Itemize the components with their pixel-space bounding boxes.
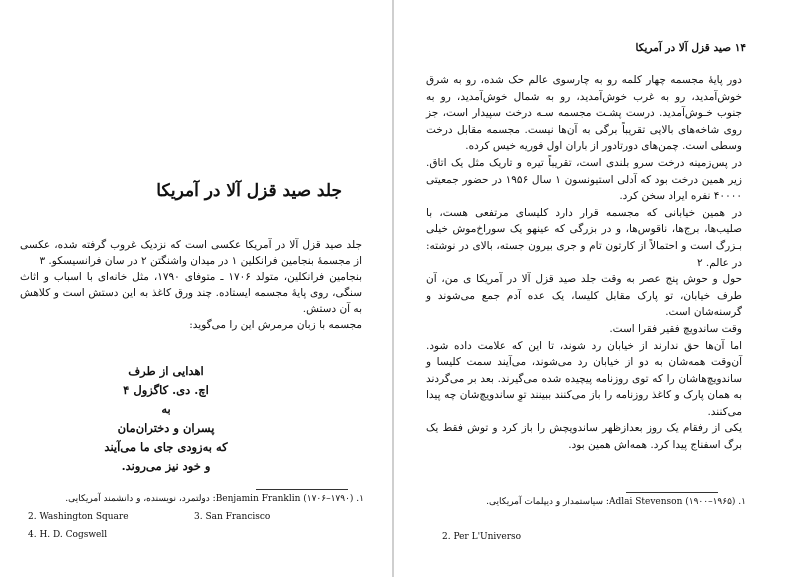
right-page — [394, 0, 786, 577]
footnote-2: 2. Washington Square — [28, 512, 129, 522]
inscription-line: پسران و دختران‌مان — [117, 421, 215, 435]
right-paragraph-5: وقت ساندویچ فقیر فقرا است. — [609, 322, 742, 335]
inscription-line: و خود نیز می‌روند. — [121, 459, 211, 473]
footnote-3: 3. San Francisco — [194, 512, 271, 522]
right-page-body — [426, 72, 742, 454]
left-paragraph-1: جلد صید قزل آلا در آمریکا عکسی است که نزدیک غروب گرفته شده، عکسی از مجسمهٔ بنجامین فرانکلین ۱ در میدان واشنگتن ۲ در سان فرانسیسکو. ۳ — [20, 239, 362, 267]
footnote-rule — [256, 489, 348, 490]
right-paragraph-1: دور پایهٔ مجسمه چهار کلمه رو به چارسوی عالم حک شده، رو به شرق خوش‌آمدید، رو به غرب خوش‌آمدید، رو به شمال خوش‌آمدید، رو به جنوب خـوش‌آمدید. درست پشـت مجسمه سـه درخت سپیدار است، جز روی شاخه‌های بالایی تقریباً برگی به آن‌ها نیست. مجسمه مقابل درخت وسطی است. چمن‌های دورتادور از باران اول فوریه خیس کرده. — [426, 74, 742, 153]
inscription-line: به — [161, 402, 171, 416]
inscription-line: اچ. دی. کاگزول ۴ — [123, 383, 209, 397]
footnote-4: 4. H. D. Cogswell — [28, 530, 108, 540]
right-paragraph-3: در همین خیابانی که مجسمه قرار دارد کلیسای مرتفعی هست، با صلیب‌ها، برج‌ها، ناقوس‌ها، و در بزرگی که عینهو یک سوراخ‌موش خیلی بـزرگ است و احتمالاً از کارتون تام و جری بیرون جسته، بالای در نوشته: در عالم. ۲ — [426, 206, 742, 269]
footnote-1: ۱. Adlai Stevenson (۱۹۰۰–۱۹۶۵): سیاستمدار و دیپلمات آمریکایی. — [486, 497, 746, 507]
right-paragraph-7: یکی از رفقام یک روز بعدازظهر ساندویچش را باز کرد و توش فقط یک برگ اسفناج پیدا کرد. همه‌اش همین بود. — [426, 422, 742, 452]
footnote-2: 2. Per L'Universo — [442, 532, 522, 542]
left-paragraph-3: مجسمه با زبان مرمرش این را می‌گوید: — [189, 319, 362, 331]
right-paragraph-4: حول و حوش پنج عصر به وقت جلد صید قزل آلا در آمریکا ی من، آن طرف خیابان، تو پارک مقابل کلیسا، یک عده آدم جمع می‌شوند و گرسنه‌شان است. — [426, 273, 742, 319]
left-page — [0, 0, 392, 577]
chapter-title: جلد صید قزل آلا در آمریکا — [156, 181, 342, 201]
left-page-body — [20, 237, 362, 333]
inscription-line: که به‌زودی جای ما می‌آیند — [104, 440, 228, 454]
right-paragraph-6: اما آن‌ها حق ندارند از خیابان رد شوند، تا این که علامت داده شود. آن‌وقت همه‌شان به دو از خیابان رد می‌شوند، می‌آیند سمت کلیسا و ساندویچ‌هاشان را که توی روزنامه پیچیده شده می‌گیرند. بعد بر می‌گردند به همان پارک و کاغذ روزنامه را باز می‌کنند ببینند توِ ساندویچ‌شان چه پیدا می‌کنند. — [426, 339, 742, 418]
inscription-line: اهدایی از طرف — [128, 364, 204, 378]
footnote-1: ۱. Benjamin Franklin (۱۷۰۶–۱۷۹۰): دولتمرد، نویسنده، و دانشمند آمریکایی. — [65, 494, 364, 504]
running-head: ۱۴ صید قزل آلا در آمریکا — [635, 42, 746, 54]
right-paragraph-2: در پس‌زمینه درخت سرو بلندی است، تقریباً تیره و تاریک مثل یک اتاق. زیر همین درخت بود که آدلی استیونسون ۱ سال ۱۹۵۶ در حضور جمعیتی ۴۰۰۰۰ نفره ایراد سخن کرد. — [426, 156, 742, 203]
statue-inscription — [66, 362, 266, 476]
left-paragraph-2: بنجامین فرانکلین، متولد ۱۷۰۶ ـ متوفای ۱۷۹۰، مثل خانه‌ای با اسباب و اثاث سنگی، روی پایهٔ مجسمه ایستاده. چند ورق کاغذ به این دستش است و کلاهش به آن دستش. — [20, 271, 362, 315]
footnote-rule — [626, 492, 718, 493]
